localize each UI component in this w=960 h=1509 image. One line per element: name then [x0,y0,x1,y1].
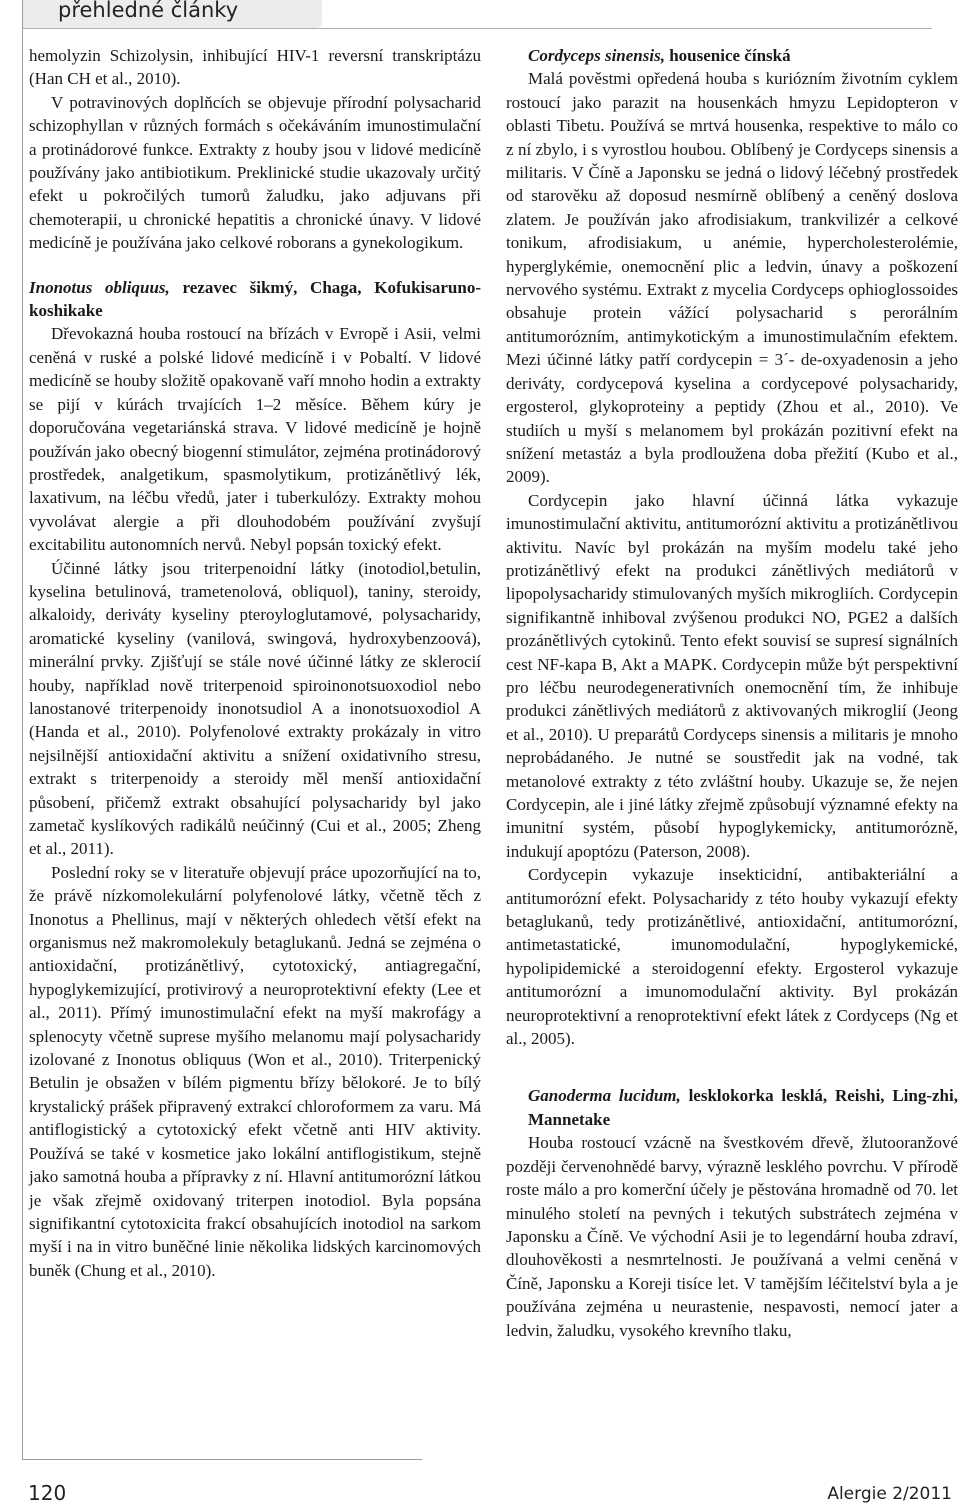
species-name: Inonotus obliquus, [29,277,170,297]
paragraph: Cordycepin jako hlavní účinná látka vykazuje imunostimulační aktivitu, antitumorózní aktivitu a protizánětlivou aktivitu. Navíc byl prokázán na myším modelu také jeho protizánětlivý efekt na produkci zánětlivých mediátorů v lipopolysacharidy stimulovaných myších mikrogliích. Cordycepin signifikantně inhiboval zvýšenou produkci NO, PGE2 a dalších prozánětlivých cytokinů. Tento efekt souvisí se supresí signálních cest NF-kapa B, Akt a MAPK. Cordycepin může být perspektivní pro léčbu neurodegenerativních onemocnění tím, že inhibuje produkci zánětlivých mediátorů z aktivovaných mikroglií (Jeong et al., 2010). U preparátů Cordyceps sinensis a militaris je mnoho neprobádaného. Je nutné se soustředit jak na vodné, tak metanolové extrakty z této zvláštní houby. Ukazuje se, že nejen Cordycepin, ale i jiné látky zřejmě způsobují významné efekty na imunitní systém, působí hypoglykemicky, antitumorózně, indukují apoptózu (Paterson, 2008). [506,490,958,861]
section-header [22,0,322,28]
paragraph: V potravinových doplňcích se objevuje přírodní polysacharid schizophyllan v různých formách s očekáváním imunostimulační a protinádorové funkce. Extrakty z houby jsou v lidové medicíně používány jako antibiotikum. Preklinické studie ukazovaly určitý efekt u pokročilých tumorů žaludku, jako adjuvans při chemoterapii, u chronické hepatitis a chronické únavy. V lidové medicíně je používána jako celkové roborans a gynekologikum. [29,92,481,253]
section-heading-cordyceps [506,44,958,67]
paragraph: Malá pověstmi opředená houba s kuriózním životním cyklem rostoucí jako parazit na housenkách hmyzu Lepidopteron v oblasti Tibetu. Používá se mrtvá housenka, respektive to málo co z ní zbylo, i s vyrostlou houbou. Oblíbený je Cordyceps sinensis a militaris. V Číně a Japonsku se jedná o lidový léčebný prostředek od starověku až doposud nesmírně oblíbený a ceněný doslova zlatem. Je používán jako afrodisiakum, trankvilizér a celkové tonikum, afrodisiakum, u anémie, hypercholesterolémie, hyperglykémie, onemocnění plic a ledvin, únavy a poškození nervového systému. Extrakt z mycelia Cordyceps ophioglossoides obsahuje protein vážící polysacharid s perorálním antitumorózním, antimykotickým a imunostimulačním efektem. Mezi účinné látky patří cordycepin = 3´- de-oxyadenosin a jeho deriváty, cordycepová kyselina a cordycepové polysacharidy, ergosterol, glykoproteiny a peptidy (Zhou et al., 2010). Ve studiích u myší s melanomem byl prokázán pozitivní efekt na snížení metastáz a byla prodloužena doba přežití (Kubo et al., 2009). [506,69,958,487]
page-frame-left [22,0,23,1459]
section-heading-ganoderma [506,1084,958,1131]
section-heading-inonotus [29,276,481,323]
paragraph: Dřevokazná houba rostoucí na břízách v Evropě i Asii, velmi ceněná v ruské a polské lidové medicíně i v Pobaltí. V lidové medicíně se houby složitě opakovaně vaří mnoho hodin a extrakty se pijí v kúrách trvajících 1–2 měsíce. Během kúry je doporučována vegetariánská strava. V lidové medicíně je hojně používán jako obecný biogenní stimulátor, zejména protinádorový prostředek, analgetikum, spasmolytikum, protizánětlivý lék, laxativum, na léčbu vředů, jater i tuberkulózy. Extrakty mohou vyvolávat alergie a při dlouhodobém používání zvyšují excitabilitu autonomních nervů. Nebyl popsán toxický efekt. [29,324,481,555]
common-names: rezavec šikmý, Chaga, Kofukisaruno-koshikake [29,277,481,321]
paragraph: Cordycepin vykazuje insekticidní, antibakteriální a antitumorózní efekt. Polysacharidy z této houby vykazují efekty betaglukanů, tedy protizánětlivé, antioxidační, antitumorózní, antimetastatické, imunomodulační, hypoglykemické, hypolipidemické a steroidogenní efekty. Ergosterol vykazuje antitumorózní a imunomodulační aktivity. Byl prokázán neuroprotektivní a renoprotektivní efekt látek z Cordyceps (Ng et al., 2005). [506,865,958,1049]
species-name: Cordyceps sinensis, [528,46,665,65]
page-frame-bottom [22,1459,422,1460]
header-rule [22,28,932,29]
section-title: přehledné články [58,0,239,22]
left-column [29,44,481,1282]
species-name: Ganoderma lucidum, [528,1086,681,1106]
paragraph: Poslední roky se v literatuře objevují práce upozorňující na to, že právě nízkomolekulární polyfenolové látky, včetně těch z Inonotus a Phellinus, mají v některých ohledech větší efekt na organismus než makromolekuly betaglukanů. Jedná se zejména o antioxidační, protizánětlivý, cytotoxický, antiagregační, hypoglykemizující, protivirový a neuroprotektivní efekty (Lee et al., 2011). Přímý imunostimulační efekt na myší makrofágy a splenocyty včetně suprese myšího melanomu mají polysacharidy izolované z Inonotus obliquus (Won et al., 2010). Triterpenický Betulin je obsažen v bílém pigmentu břízy bělokoré. Je to bílý krystalický prášek připravený extrakcí chloroformem za varu. Má antiflogistický a cytotoxický efekt včetně anti HIV aktivity. Používá se také v kosmetice jako lokální antiflogistikum, stejně jako samotná houba a přípravky z ní. Hlavní antitumorózní látkou je však zřejmě oxidovaný triterpen inotodiol. Byla popsána signifikantní cytotoxicita frakcí obsahujících inotodiol na sarkom myší i na in vitro buněčné linie několika lidských karcinomových buněk (Chung et al., 2010). [29,862,481,1280]
journal-issue: Alergie 2/2011 [827,1484,952,1504]
paragraph: Houba rostoucí vzácně na švestkovém dřevě, žlutooranžové později červenohnědé barvy, výrazně lesklého povrchu. V přírodě roste málo a pro komerční účely je pěstována hromadně od 70. let minulého století na pevných i tekutých substrátech zejména v Japonsku a Číně. Ve východní Asii je to legendární houba zdraví, dlouhověkosti a nesmrtelnosti. Je používaná a velmi ceněná v Číně, Japonsku a Koreji tisíce let. V tamějším léčitelství byla a je používána zejména u neurastenie, nespavosti, nemocí jater a ledvin, žaludku, vysokého krevního tlaku, [506,1133,958,1340]
paragraph: hemolyzin Schizolysin, inhibující HIV-1 reversní transkriptázu (Han CH et al., 2010). [29,46,481,89]
common-names: lesklokorka lesklá, Reishi, Ling-zhi, Mannetake [528,1086,958,1129]
right-column [506,44,958,1342]
page-number: 120 [28,1481,67,1505]
common-names: housenice čínská [664,46,791,65]
paragraph: Účinné látky jsou triterpenoidní látky (inotodiol,betulin, kyselina betulinová, trametenolová, obliquol), taniny, steroidy, alkaloidy, deriváty kyseliny pteroyloglutamové, polysacharidy, aromatické kyseliny (vanilová, swingová, hydroxybenzoová), minerální prvky. Zjišťují se stále nové účinné látky ze sklerocií houby, například nově triterpenoid spiroinonotsuoxodiol nebo lanostanové triterpenoidy inonotsudiol A a inonotsuoxodiol A (Handa et al., 2010). Polyfenolové extrakty prokázaly in vitro nejsilnější antioxidační aktivitu a snížení oxidativního stresu, extrakt s triterpenoidy a steroidy měl menší antioxidační působení, přičemž extrakt obsahující polysacharidy byl jako zametač kyslíkových radikálů neúčinný (Cui et al., 2005; Zheng et al., 2011). [29,558,481,859]
